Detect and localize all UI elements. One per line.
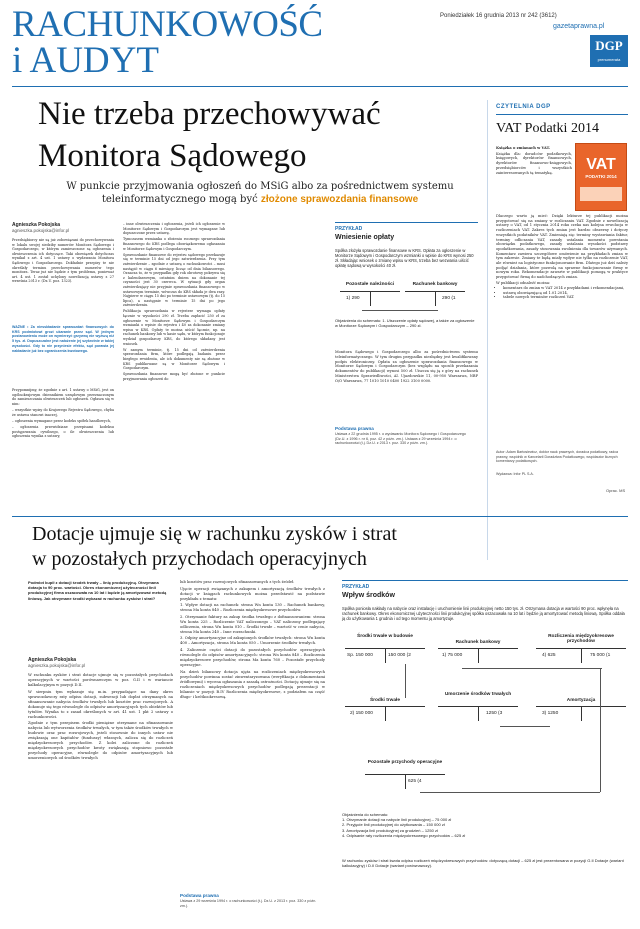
issue-date: Poniedziałek 16 grudnia 2013 nr 242 (3612) bbox=[440, 13, 557, 19]
sidebar-title: VAT Podatki 2014 bbox=[496, 121, 599, 136]
article1-paragraph: Przedsiębiorcy nie są już zobowiązani do przechowywania w lokalu swojej siedziby numerów Monitora Sądowego i Gospodarczego, w którym zamieszczone są ogłoszenia i obwieszczenia ich dotyczące. Taki obowiązek dotychczas wynikał z art. 4 ust. 1 ustawy o wydawaniu Monitora Sądowego i Gospodarczego. Dokładnie przepisy te nie określały terminu przechowywania numerów tego monitora. Teraz już nie będzie z tym problemu, ponieważ art. 4 ust. 1 został uchylony nowelizacją ustawy z 27 września 2013 r. (Dz.U. poz. 1323). bbox=[12, 238, 114, 284]
ledger-arrow bbox=[462, 668, 602, 669]
ledger-value: 290 (1 bbox=[442, 296, 456, 301]
article2-paragraph: 2. Otrzymanie faktury za zakup środka trwałego z dofinansowaniem: strona Wn konta 225 – Rozliczenie VAT naliczonego – VAT naliczony podlegający odliczeniu, strona Wn konta 010 – Środki trwałe – wartość w cenie nabycia, strona Ma konta 240 – Inne rozrachunki. bbox=[180, 614, 325, 634]
ledger-value: 1) 75 000 bbox=[442, 653, 463, 658]
article2-question: Podmiot kupił z dotacji środek trwały – linię produkcyjną. Otrzymana dotacja to 90 proc. wartości. Okres ekonomicznej użyteczności linii produkcyjnej firma oszacowała na 10 lat i będzie ją amortyzować metodą liniową. Jak otrzymane środki wykazać w rachunku zysków i strat? bbox=[28, 580, 167, 601]
sidebar-rule bbox=[496, 114, 628, 115]
article2-paragraph: 4. Zaliczenie części dotacji do pozostałych przychodów operacyjnych równolegle do odpisów amortyzacyjnych: strona Wn konta 840 – Rozliczenia międzyokresowe przychodów, strona Ma konta 760 – Pozostałe przychody operacyjne. bbox=[180, 647, 325, 667]
przyklad-rule bbox=[335, 222, 478, 223]
ledger-t-account bbox=[340, 291, 400, 292]
ledger-value: 2) 150 000 bbox=[350, 711, 373, 716]
ledger-arrow bbox=[600, 668, 601, 792]
article1-paragraph: W samym terminie, tj. 15 dni od zatwierdzenia sprawozdania firm, które podlegają badaniu przez biegłego rewidenta, ale ich dokumenty nie są złożone w KRS publikowane są w Monitorze Sądowym i Gospodarczym. bbox=[123, 347, 225, 371]
legal-label: Podstawa prawna bbox=[335, 426, 374, 431]
author-name: Agnieszka Pokojska bbox=[12, 222, 61, 228]
book-cover[interactable] bbox=[575, 143, 627, 211]
przyklad-rule bbox=[342, 580, 628, 581]
article1-paragraph: Przypomnijmy, że zgodnie z art. 1 ustawy o MSiG, jest on ogólnokrajowym dziennikiem urzędowym przeznaczonym do zamieszczania obwieszczeń lub ogłoszeń. Ogłasza się w nim: bbox=[12, 388, 114, 406]
ledger-t-account bbox=[345, 648, 425, 649]
article1-paragraph: Sprawozdania finansowe mogą być złożone w punkcie przyjmowania ogłoszeń do bbox=[123, 372, 225, 381]
ledger-t-account bbox=[365, 774, 445, 775]
ledger-t-account bbox=[405, 291, 465, 292]
przyklad-label: PRZYKŁAD bbox=[342, 584, 370, 590]
article1-list-item: – ogłoszenia przewidziane przepisami kodeksu postępowania cywilnego, o ile obwieszczenia lub ogłoszenia wynika z ustawy, bbox=[12, 424, 114, 439]
przyklad-title: Wpływ środków bbox=[342, 592, 395, 599]
przyklad-title: Wniesienie opłaty bbox=[335, 234, 395, 241]
dgp-logo-text: DGP bbox=[595, 38, 623, 53]
sidebar-bullet: • ustawę obowiązującą od 1.01.2014, bbox=[503, 291, 628, 296]
przyklad-label: PRZYKŁAD bbox=[335, 226, 363, 232]
schema-note: 4. Odpisanie raty rozliczenia międzyokresowego przychodów – 625 zł bbox=[342, 832, 466, 838]
important-callout: WAŻNE • Za niesskładanie sprawozdań finansowych do KRS podmiotowi grozi ukaranie przez sąd. W jednym postanowieniu może on wymierzyć grzywnę nie wyższą niż 5 tys. zł. Dopuszczalne jest nałożenie jej szykrotnie w takiej wysokości. Gdy to nie przyniesie efektu, sąd porawia jej nakładanie już bez ograniczenia kwotowego. bbox=[12, 325, 114, 353]
site-url[interactable]: gazetaprawna.pl bbox=[553, 23, 605, 30]
schema-notes bbox=[342, 812, 627, 838]
ledger-value: 3) 1250 bbox=[542, 711, 559, 716]
sidebar-body bbox=[496, 146, 572, 175]
ledger-title: Pozostałe przychody operacyjne bbox=[367, 760, 443, 765]
ledger-arrow bbox=[500, 726, 550, 727]
ledger-value: Sp. 150 000 bbox=[347, 653, 373, 658]
ledger-arrow bbox=[362, 310, 438, 311]
ledger-value: 1250 (3 bbox=[486, 711, 503, 716]
article1-lead-highlight: złożone sprawozdania finansowe bbox=[260, 194, 419, 205]
ledger-title: Rachunek bankowy bbox=[412, 282, 458, 287]
legal-text: Ustawa z 29 września 1994 r. o rachunkowości (t.j. Dz.U. z 2013 r. poz. 330 z późn. zm.). bbox=[180, 899, 317, 908]
sidebar-bullet: • komentarz do zmian w VAT 2014 z przykładami i rekomendacjami, bbox=[503, 286, 628, 291]
sidebar-paragraph: Dlaczego warto ją mieć: Dzięki lekturze tej publikacji można przygotować się na zmiany w rozliczaniu VAT. Zgodnie z nowelizacją ustawy o VAT, od 1 stycznia 2014 roku czeka nas kolejna rewolucja w rozliczeniach VAT. Zakres tych zmian jest bardzo obszerny i dotyczy wszystkich podatników VAT. Zmieniają się: terminy wystawiania faktur, terminy odliczania VAT, zasady ustalania momentu powstania obowiązku podatkowego, zasady ustalania wysokości podstawy opodatkowania, zasady stosowania zwolnienia dla towarów używanych. Komentarz zawiera szczegółowe omówienie na przykładach zmian w tym zakresie. Zmiany te będą miały wpływ nie tylko na rozliczenie VAT, ale również na logistyczne funkcjonowanie firm. Dlatego już dziś należy podjąć działania, które pozwolą na sprawne funkcjonowanie firmy w nowym roku. Rekomendacje zawarte w publikacji pomogą w praktyce przygotować firmę do nadchodzących zmian. bbox=[496, 214, 628, 280]
schema-note: 2. Przyjęcie linii produkcyjnej do użytkowania – 150 000 zł bbox=[342, 822, 445, 828]
article2-title-line2: w pozostałych przychodach operacyjnych bbox=[32, 548, 367, 570]
article1-paragraph: Sprawozdanie finansowe do rejestru sądowego przekazuje się w terminie 15 dni od jego zatwierdzenia. Przy tym zatwierdzenie – zgodnie z ustawą o rachunkowości – musi nastąpić w ciągu 6 miesięcy, licząc od dnia bilansowego. Oznacza to, że w przypadku gdy rok obrotowy pokrywa się z kalendarzowym, ostatnim dniem na dokonanie tej czynności jest 30 czerwca. W sytuacji gdy organ zatwierdzający nie przyjmie sprawozdania finansowego w ustawowym terminie, wówczas do KRS składa je dwa razy. Najpierw w ciągu 15 dni po terminie ustawowym (tj. do 15 lipca), a następnie w terminie 15 dni po jego zatwierdzeniu. bbox=[123, 252, 225, 308]
sidebar-lead: Książka o zmianach w VAT. bbox=[496, 146, 551, 150]
sidebar-bullet: • tabele nowych terminów rozliczeń VAT. bbox=[503, 295, 628, 300]
ledger-title: Umorzenie środków trwałych bbox=[444, 692, 512, 697]
ledger-title: Środki trwałe bbox=[369, 698, 401, 703]
article2-paragraph: 1. Wpływ dotacji na rachunek: strona Wn konta 130 – Rachunek bankowy, strona Ma konta 840 – Rozliczenia międzyokresowe przychodów. bbox=[180, 603, 325, 613]
article2-title-line1: Dotacje ujmuje się w rachunku zysków i strat bbox=[32, 523, 397, 545]
ledger-t-account bbox=[345, 706, 425, 707]
ledger-title: Pozostałe należności bbox=[345, 282, 395, 287]
article1-list-item: – wszystkie wpisy do Krajowego Rejestru Sądowego, chyba że ustawa stanowi inaczej, bbox=[12, 407, 114, 417]
ledger-value: 75 000 (1 bbox=[590, 653, 611, 658]
article1-col1 bbox=[12, 238, 114, 286]
article1-author bbox=[12, 222, 69, 233]
author-email[interactable]: agnieszka.pokojska@infor.pl bbox=[12, 228, 70, 233]
article1-col3 bbox=[335, 350, 478, 385]
ledger-title: Rachunek bankowy bbox=[455, 640, 501, 645]
article1-paragraph: – inne obwieszczenia i ogłoszenia, jeżeli ich ogłoszenie w Monitorze Sądowym i Gospodarczym jest wymagane lub dopuszczone przez ustawę. bbox=[123, 222, 225, 236]
article2-paragraph: Ujęcie operacji związanych z zakupem i amortyzacją środków trwałych z dotacji w księgach rachunkowych można przedstawić na podstawie przykładu z tematu: bbox=[180, 586, 325, 601]
dgp-logo[interactable] bbox=[590, 35, 628, 67]
sidebar-bullets bbox=[503, 286, 628, 300]
article2-author bbox=[28, 657, 85, 668]
ledger-value: 1) 290 bbox=[346, 296, 360, 301]
ledger-t-account bbox=[438, 706, 518, 707]
article1-col2 bbox=[123, 222, 225, 383]
article2-paragraph: 3. Odpisy amortyzacyjne od zakupionych środków trwałych: strona Wn konta 400 – Amortyzacja, strona Ma konta 050 – Umorzenie środków trwałych. bbox=[180, 636, 325, 646]
book-cover-sub: PODATKI 2014 bbox=[585, 174, 617, 179]
schema-note: 3. Amortyzacja linii produkcyjnej za grudzień – 1250 zł bbox=[342, 827, 438, 833]
sidebar-paragraph: Książka dla: doradców podatkowych, księgowych, dyrektorów finansowych, dyrektorów finansowo-księgowych, przedsiębiorców i wszystkich zainteresowanych tą tematyką. bbox=[496, 151, 572, 175]
ledger-value: 150 000 (2 bbox=[388, 653, 411, 658]
masthead-title-line1: RACHUNKOWOŚĆ bbox=[12, 4, 323, 45]
schema-note: Objaśnienia do schematu: bbox=[342, 812, 389, 817]
article2-paragraph: Zgodnie z tym przepisem środki pieniężne otrzymane na sfinansowanie nabycia lub wytworzenia środków trwałych, w tym także środków trwałych w budowie oraz prac rozwojowych, jeżeli stosownie do innych ustaw nie zwiększają one kapitałów (funduszy) własnych, zalicza się do rozliczeń międzyokresowych przychodów. Z kolei zaliczone do rozliczeń międzyokresowych przychodów kwoty zwiększają stopniowo pozostałe przychody operacyjne, równolegle do odpisów amortyzacyjnych lub umorzeniowych od środków trwałych bbox=[28, 721, 173, 761]
masthead-rule bbox=[12, 86, 628, 87]
article1-title-line1: Nie trzeba przechowywać bbox=[38, 96, 381, 132]
ledger-title: Amortyzacja bbox=[566, 698, 596, 703]
schema-notes: Objaśnienia do schematu: 1. Uiszczenie opłaty sądowej, a także za ogłoszenie w Monitorze Sądowym i Gospodarczym – 290 zł. bbox=[335, 318, 475, 328]
przyklad-text: Spółka złożyła sprawozdanie finansowe w KRS. Opłata za ogłoszenie w Monitorze Sądowym i Gospodarczym wzmianki o wpisie do KRS wynosi 250 zł. Składając wniosek o zmianę wpisu w KRS, trzeba bez wezwania uiścić opłatę sądową w wysokości 40 zł. bbox=[335, 248, 474, 268]
author-name: Agnieszka Pokojska bbox=[28, 657, 77, 663]
author-email[interactable]: agnieszka.pokojska@infor.pl bbox=[28, 663, 86, 668]
ledger-title: Rozliczenia międzyokresowe przychodów bbox=[548, 634, 614, 644]
article1-col1b bbox=[12, 388, 114, 440]
article2-paragraph: lub kosztów prac rozwojowych sfinansowanych z tych źródeł. bbox=[180, 580, 295, 584]
legal-label: Podstawa prawna bbox=[180, 893, 219, 898]
article1-paragraph: Monitora Sądowego i Gospodarczego albo za pośrednictwem systemu teleinformatycznego. W tym drugim przypadku niezbędny jest kwalifikowany podpis elektroniczny. Opłata za ogłoszenie sprawozdania finansowego w Monitorze Sądowym i Gospodarczym (bez względu na sposób przekazania dokumentów do publikacji) wynosi 500 zł. Uiszcza się ją z góry na rachunek Ministerstwa Sprawiedliwości, Al. Ujazdowskie 11, 00-950 Warszawa, NBP O/O Warszawa, 77 1010 1010 0400 1922 3100 0000. bbox=[335, 350, 478, 383]
sidebar-label: CZYTELNIA DGP bbox=[496, 104, 551, 110]
ledger-t-account bbox=[536, 706, 626, 707]
ledger-t-account bbox=[438, 648, 518, 649]
article1-title-line2: Monitora Sądowego bbox=[38, 138, 307, 174]
schema-note: 1. Otrzymanie dotacji na nabycie linii produkcyjnej – 75 000 zł bbox=[342, 817, 452, 823]
article1-paragraph: Tymczasem wzmianka o złożeniu rocznego sprawozdania finansowego do KRS podlega obowiązkowemu ogłaszaniu w Monitorze Sądowym i Gospodarczym. bbox=[123, 237, 225, 251]
sidebar-paragraph: W publikacji odnaleźć można: bbox=[496, 281, 551, 286]
przyklad-text: Spółka poniosła nakłady na nabycie oraz instalację i uruchomienie linii produkcyjnej netto 150 tys. zł. Otrzymana dotacja w wartości 90 proc. wpłynęła na rachunek bankowy. Okres ekonomicznej użyteczności linii produkcyjnej spółka oszacowała na 10 lat i będzie ją amortyzować metodą liniową. Spółka oddała ją do użytkowania 1 grudnia i od tego momentu ją amortyzuje. bbox=[342, 606, 625, 621]
sidebar-author: Autor: Adam Bartosiewicz, doktor nauk prawnych, doradca podatkowy, radca prawny, wspólnik w Kancelarii Doradztwa Podatkowego, współautor licznych komentarzy podatkowych. bbox=[496, 450, 618, 464]
ledger-value: 4) 625 bbox=[542, 653, 556, 658]
legal-text: Ustawa z 22 grudnia 1995 r. o wydawaniu Monitora Sądowego i Gospodarczego (Dz.U. z 1996 r. nr 6, poz. 42 z późn. zm.). Ustawa z 29 września 1994 r. o rachunkowości (t.j. Dz.U. z 2013 r. poz. 330 z późn. zm.). bbox=[335, 432, 466, 446]
article2-paragraph: W sierpniu tym wykazuje się m.in. przypadające na dany okres sprawozdawczy raty odpisu dotacji, subwencji lub dopłat otrzymanych na sfinansowanie nabycia środków trwałych lub kosztów prac rozwojowych. A dokonuje się tego równolegle do odpisów amortyzacyjnych tych obiektów lub tytułów. Wynika to z zasad określonych w art. 41 ust. 1 pkt 2 ustawy o rachunkowości. bbox=[28, 689, 173, 719]
ledger-arrow bbox=[420, 792, 600, 793]
sidebar-publisher: Wydawca: Infor PL S.A. bbox=[496, 472, 534, 476]
article2-col1 bbox=[28, 673, 173, 763]
article2-paragraph: W rachunku zysków i strat dotacje ujmuje się w pozostałych przychodach operacyjnych w wartości porównawczym w poz. G.II i w wariancie kalkulacyjnym w pozycji D.II. bbox=[28, 673, 173, 687]
book-cover-title: VAT bbox=[586, 156, 616, 173]
sidebar-oprac: Oprac. MS bbox=[606, 488, 626, 493]
schema-footnote: W rachunku zysków i strat kwota odpisu rozliczeń międzyokresowych przychodów: dotyczącą dotacji – 625 zł jest prezentowana w pozycji G.II Dotacje (wariant kalkulacyjny) i D.II Dotacje (wariant porównawczy). bbox=[342, 858, 624, 869]
dgp-logo-sub: prenumerata bbox=[597, 57, 621, 62]
article2-paragraph: Na dzień bilansowy dotacja ujęta na rozliczeniach międzyokresowych przychodów powinna zostać zinwentaryzowana (weryfikacja z dokumentami źródłowymi) i wycena ogłaszania z zasadą ostrożności. Dotację ujmuje się na rozliczeniach międzyokresowych przychodów podlegają prezentacji w bilansie w pozycji B.IV Rozliczenia międzyokresowe, z podziałem na część długo- i krótkookresową. bbox=[180, 669, 325, 699]
ledger-t-account bbox=[536, 648, 626, 649]
section-rule bbox=[12, 516, 628, 517]
sidebar-divider bbox=[487, 100, 488, 560]
article2-col2 bbox=[180, 580, 325, 701]
book-cover-band bbox=[580, 187, 622, 201]
article1-list-item: – ogłoszenia wymagane przez kodeks spółek handlowych, bbox=[12, 418, 111, 423]
article1-lead-text: W punkcie przyjmowania ogłoszeń do MSiG albo za pośrednictwem systemu teleinformatycznego mogą być bbox=[66, 181, 454, 205]
ledger-value: 625 (4 bbox=[408, 779, 422, 784]
article1-paragraph: Publikacja sprawozdania w rejestrze wymaga opłaty łącznie w wysokości 290 zł. Trzeba zapłacić 250 zł za ogłoszenie w Monitorze Sądowym i Gospodarczym wzmianki o wpisie do rejestru i 40 za dokonanie zmiany wpisu w KRS. Opłaty te można uiścić łącznie, np. na rachunek bankowy lub w kasie sądu, w którym funkcjonuje wydział gospodarczy KRS, do którego składany jest wniosek. bbox=[123, 309, 225, 346]
ledger-arrow bbox=[405, 664, 406, 698]
article1-lead bbox=[30, 180, 490, 206]
ledger-title: Środki trwałe w budowie bbox=[357, 634, 413, 639]
masthead-title-line2: i AUDYT bbox=[12, 40, 159, 81]
sidebar-body-wide bbox=[496, 214, 628, 300]
